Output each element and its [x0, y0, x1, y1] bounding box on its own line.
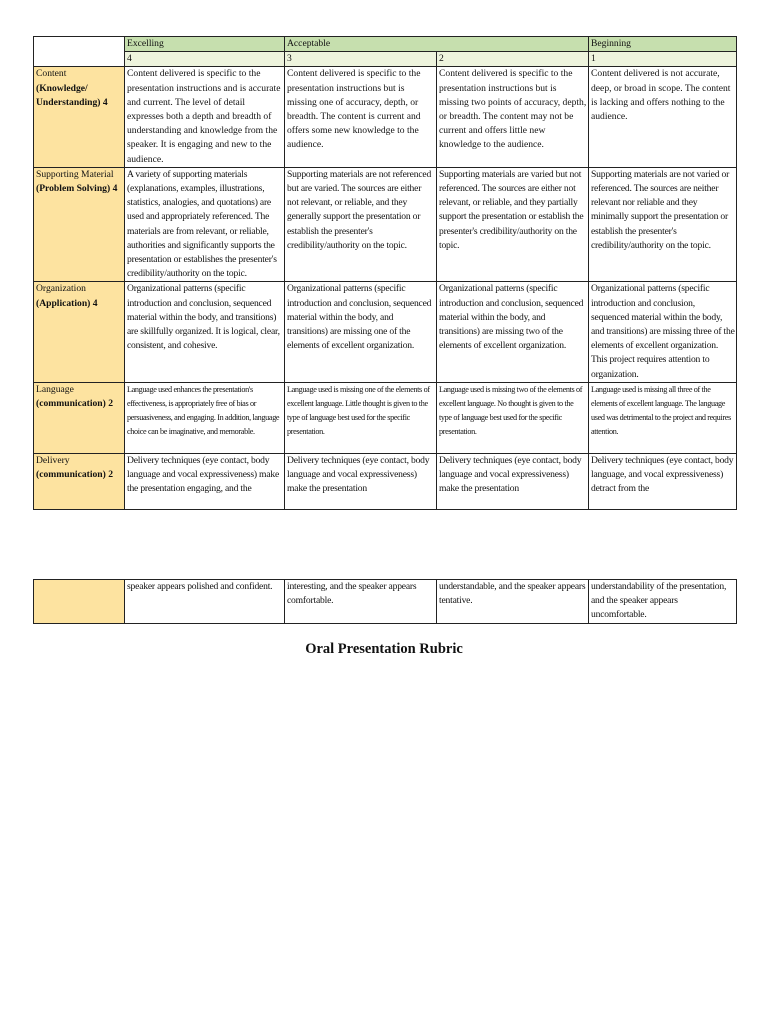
level-excelling: Excelling: [125, 37, 285, 52]
table-row-content: [34, 67, 737, 167]
criterion-name: Supporting Material: [36, 168, 114, 180]
rubric-continuation-table: [33, 579, 737, 624]
score-4: 4: [125, 52, 285, 67]
criterion-cell-empty: [34, 580, 125, 624]
criterion-skill: (communication) 2: [36, 469, 114, 481]
descriptor-cell: Delivery techniques (eye contact, body language and vocal expressiveness) make the presentation: [437, 453, 589, 509]
descriptor-cell: Content delivered is specific to the presentation instructions but is missing two points of accuracy, depth, or breadth. The content may not be current and offers little new knowledge to the audience.: [437, 67, 589, 167]
descriptor-cell: speaker appears polished and confident.: [125, 580, 285, 624]
score-3: 3: [285, 52, 437, 67]
descriptor-cell: Language used is missing all three of the elements of excellent language. The language used was detrimental to the project and requires attention.: [589, 382, 737, 453]
descriptor-cell: Content delivered is not accurate, deep, or broad in scope. The content is lacking and offers nothing to the audience.: [589, 67, 737, 167]
descriptor-cell: Content delivered is specific to the presentation instructions but is missing one of accuracy, depth, or breadth. The content is current and offers some new knowledge to the audience.: [285, 67, 437, 167]
criterion-cell: [34, 453, 125, 509]
table-row-delivery: [34, 453, 737, 509]
descriptor-cell: understandability of the presentation, and the speaker appears uncomfortable.: [589, 580, 737, 624]
descriptor-cell: Language used is missing one of the elements of excellent language. Little thought is given to the type of language best used for the specific presentation.: [285, 382, 437, 453]
score-header-row: [34, 52, 737, 67]
score-2: 2: [437, 52, 589, 67]
descriptor-cell: Language used enhances the presentation's effectiveness, is appropriately free of bias or persuasiveness, and engaging. In addition, language choice can be imaginative, and memorable.: [125, 382, 285, 453]
score-1: 1: [589, 52, 737, 67]
descriptor-cell: Language used is missing two of the elements of excellent language. No thought is given to the type of language best used for the specific presentation.: [437, 382, 589, 453]
criterion-name: Language: [36, 383, 74, 395]
table-row-organization: [34, 282, 737, 382]
criterion-name: Delivery: [36, 454, 70, 466]
descriptor-cell: Organizational patterns (specific introduction and conclusion, sequenced material within the body, and transitions) are missing three of the elements of excellent organization. This project requires attention to organization.: [589, 282, 737, 382]
page-title: Oral Presentation Rubric: [305, 641, 463, 657]
table-row-language: [34, 382, 737, 453]
table-row-delivery-continued: [34, 580, 737, 624]
descriptor-cell: Supporting materials are varied but not referenced. The sources are either not relevant, or reliable, and they partially support the presentation or establish the presenter's credibility/authority on the topic.: [437, 167, 589, 282]
criterion-skill: (communication) 2: [36, 398, 114, 410]
descriptor-cell: understandable, and the speaker appears tentative.: [437, 580, 589, 624]
level-beginning: Beginning: [589, 37, 737, 52]
descriptor-cell: Organizational patterns (specific introduction and conclusion, sequenced material within the body, and transitions) are skillfully organized. It is logical, clear, consistent, and cohesive.: [125, 282, 285, 382]
table-row-supporting-material: [34, 167, 737, 282]
criterion-name: Content: [36, 68, 67, 80]
descriptor-cell: Supporting materials are not referenced but are varied. The sources are either not relevant, or reliable, and they generally support the presentation or establish the presenter's credibility/authority on the topic.: [285, 167, 437, 282]
descriptor-cell: interesting, and the speaker appears comfortable.: [285, 580, 437, 624]
criterion-cell: [34, 67, 125, 167]
descriptor-cell: Delivery techniques (eye contact, body language and vocal expressiveness) make the presentation engaging, and the: [125, 453, 285, 509]
level-header-row: [34, 37, 737, 52]
descriptor-cell: Supporting materials are not varied or referenced. The sources are neither relevant nor reliable and they minimally support the presentation or establish the presenter's credibility/authority on the topic.: [589, 167, 737, 282]
descriptor-cell: A variety of supporting materials (explanations, examples, illustrations, statistics, analogies, and quotations) are used and appropriately referenced. The materials are from relevant, or reliable, authorities and significantly supports the presentation or establishes the presenter's credibility/authority on the topic.: [125, 167, 285, 282]
criterion-skill: (Application) 4: [36, 297, 98, 309]
criterion-cell: [34, 282, 125, 382]
criterion-name: Organization: [36, 283, 86, 295]
rubric-table: [33, 36, 737, 510]
criterion-cell: [34, 167, 125, 282]
level-acceptable: Acceptable: [285, 37, 589, 52]
criterion-cell: [34, 382, 125, 453]
criterion-skill: (Knowledge/ Understanding) 4: [36, 82, 108, 108]
blank-corner-cell: [34, 37, 125, 67]
descriptor-cell: Organizational patterns (specific introduction and conclusion, sequenced material within the body, and transitions) are missing one of the elements of excellent organization.: [285, 282, 437, 382]
criterion-skill: (Problem Solving) 4: [36, 183, 118, 195]
descriptor-cell: Content delivered is specific to the presentation instructions and is accurate and current. The level of detail expresses both a depth and breadth of understanding and knowledge from the speaker. It is engaging and new to the audience.: [125, 67, 285, 167]
descriptor-cell: Delivery techniques (eye contact, body language and vocal expressiveness) make the presentation: [285, 453, 437, 509]
descriptor-cell: Organizational patterns (specific introduction and conclusion, sequenced material within the body, and transitions) are missing two of the elements of excellent organization.: [437, 282, 589, 382]
descriptor-cell: Delivery techniques (eye contact, body language, and vocal expressiveness) detract from the: [589, 453, 737, 509]
